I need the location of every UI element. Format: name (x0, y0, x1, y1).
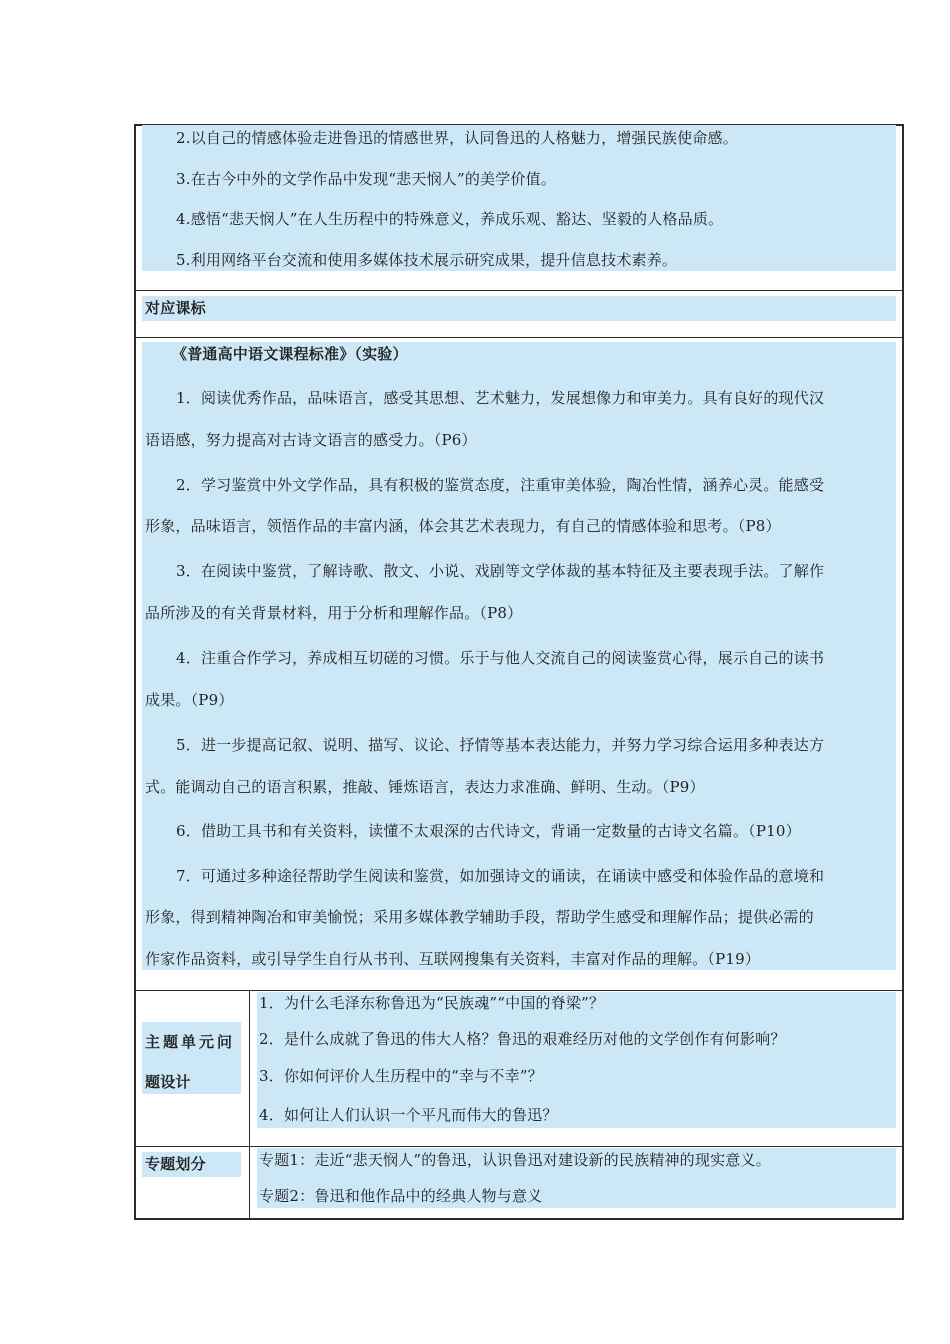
standard-line: 语语感，努力提高对古诗文语言的感受力。（P6） (145, 431, 477, 449)
question-item: 1．为什么毛泽东称鲁迅为“民族魂”“中国的脊梁”？ (259, 994, 605, 1012)
standards-heading-highlight (142, 296, 896, 321)
topics-label: 专题划分 (145, 1155, 206, 1173)
goal-item: 2.以自己的情感体验走进鲁迅的情感世界，认同鲁迅的人格魅力，增强民族使命感。 (176, 129, 738, 147)
standard-line: 形象，得到精神陶冶和审美愉悦；采用多媒体教学辅助手段，帮助学生感受和理解作品；提供必需的 (145, 908, 814, 926)
question-item: 4．如何让人们认识一个平凡而伟大的鲁迅？ (259, 1106, 558, 1124)
standard-line: 2．学习鉴赏中外文学作品，具有积极的鉴赏态度，注重审美体验，陶冶性情，涵养心灵。能感受 (176, 476, 825, 494)
questions-label-line1: 主题单元问 (145, 1033, 236, 1051)
standard-line: 形象，品味语言，领悟作品的丰富内涵，体会其艺术表现力，有自己的情感体验和思考。（P8） (145, 517, 781, 535)
question-item: 3．你如何评价人生历程中的“幸与不幸”？ (259, 1067, 543, 1085)
column-divider (249, 990, 250, 1220)
standard-line: 7．可通过多种途径帮助学生阅读和鉴赏，如加强诗文的诵读，在诵读中感受和体验作品的意境和 (176, 867, 825, 885)
row-divider (134, 337, 904, 338)
standards-source-title: 《普通高中语文课程标准》（实验） (172, 345, 408, 363)
row-divider (134, 290, 904, 291)
question-item: 2．是什么成就了鲁迅的伟大人格？鲁迅的艰难经历对他的文学创作有何影响？ (259, 1030, 786, 1048)
topic-item: 专题1：走近“悲天悯人”的鲁迅，认识鲁迅对建设新的民族精神的现实意义。 (259, 1151, 771, 1169)
standard-line: 4．注重合作学习，养成相互切磋的习惯。乐于与他人交流自己的阅读鉴赏心得，展示自己的读书 (176, 649, 825, 667)
standard-line: 式。能调动自己的语言积累，推敲、锤炼语言，表达力求准确、鲜明、生动。（P9） (145, 778, 705, 796)
standard-line: 1．阅读优秀作品，品味语言，感受其思想、艺术魅力，发展想像力和审美力。具有良好的现代汉 (176, 389, 825, 407)
standard-line: 成果。（P9） (145, 691, 234, 709)
goal-item: 5.利用网络平台交流和使用多媒体技术展示研究成果，提升信息技术素养。 (176, 251, 678, 269)
questions-label-line2: 题设计 (145, 1073, 191, 1091)
standard-line: 品所涉及的有关背景材料，用于分析和理解作品。（P8） (145, 604, 523, 622)
standard-line: 作家作品资料，或引导学生自行从书刊、互联网搜集有关资料，丰富对作品的理解。（P19） (145, 950, 761, 968)
goal-item: 4.感悟“悲天悯人”在人生历程中的特殊意义，养成乐观、豁达、坚毅的人格品质。 (176, 210, 724, 228)
standards-heading: 对应课标 (145, 299, 206, 317)
standard-line: 6．借助工具书和有关资料，读懂不太艰深的古代诗文，背诵一定数量的古诗文名篇。（P10） (176, 822, 801, 840)
standard-line: 3．在阅读中鉴赏，了解诗歌、散文、小说、戏剧等文学体裁的基本特征及主要表现手法。了解作 (176, 562, 825, 580)
topic-item: 专题2：鲁迅和他作品中的经典人物与意义 (259, 1187, 543, 1205)
standard-line: 5．进一步提高记叙、说明、描写、议论、抒情等基本表达能力，并努力学习综合运用多种表达方 (176, 736, 825, 754)
goal-item: 3.在古今中外的文学作品中发现“悲天悯人”的美学价值。 (176, 170, 557, 188)
